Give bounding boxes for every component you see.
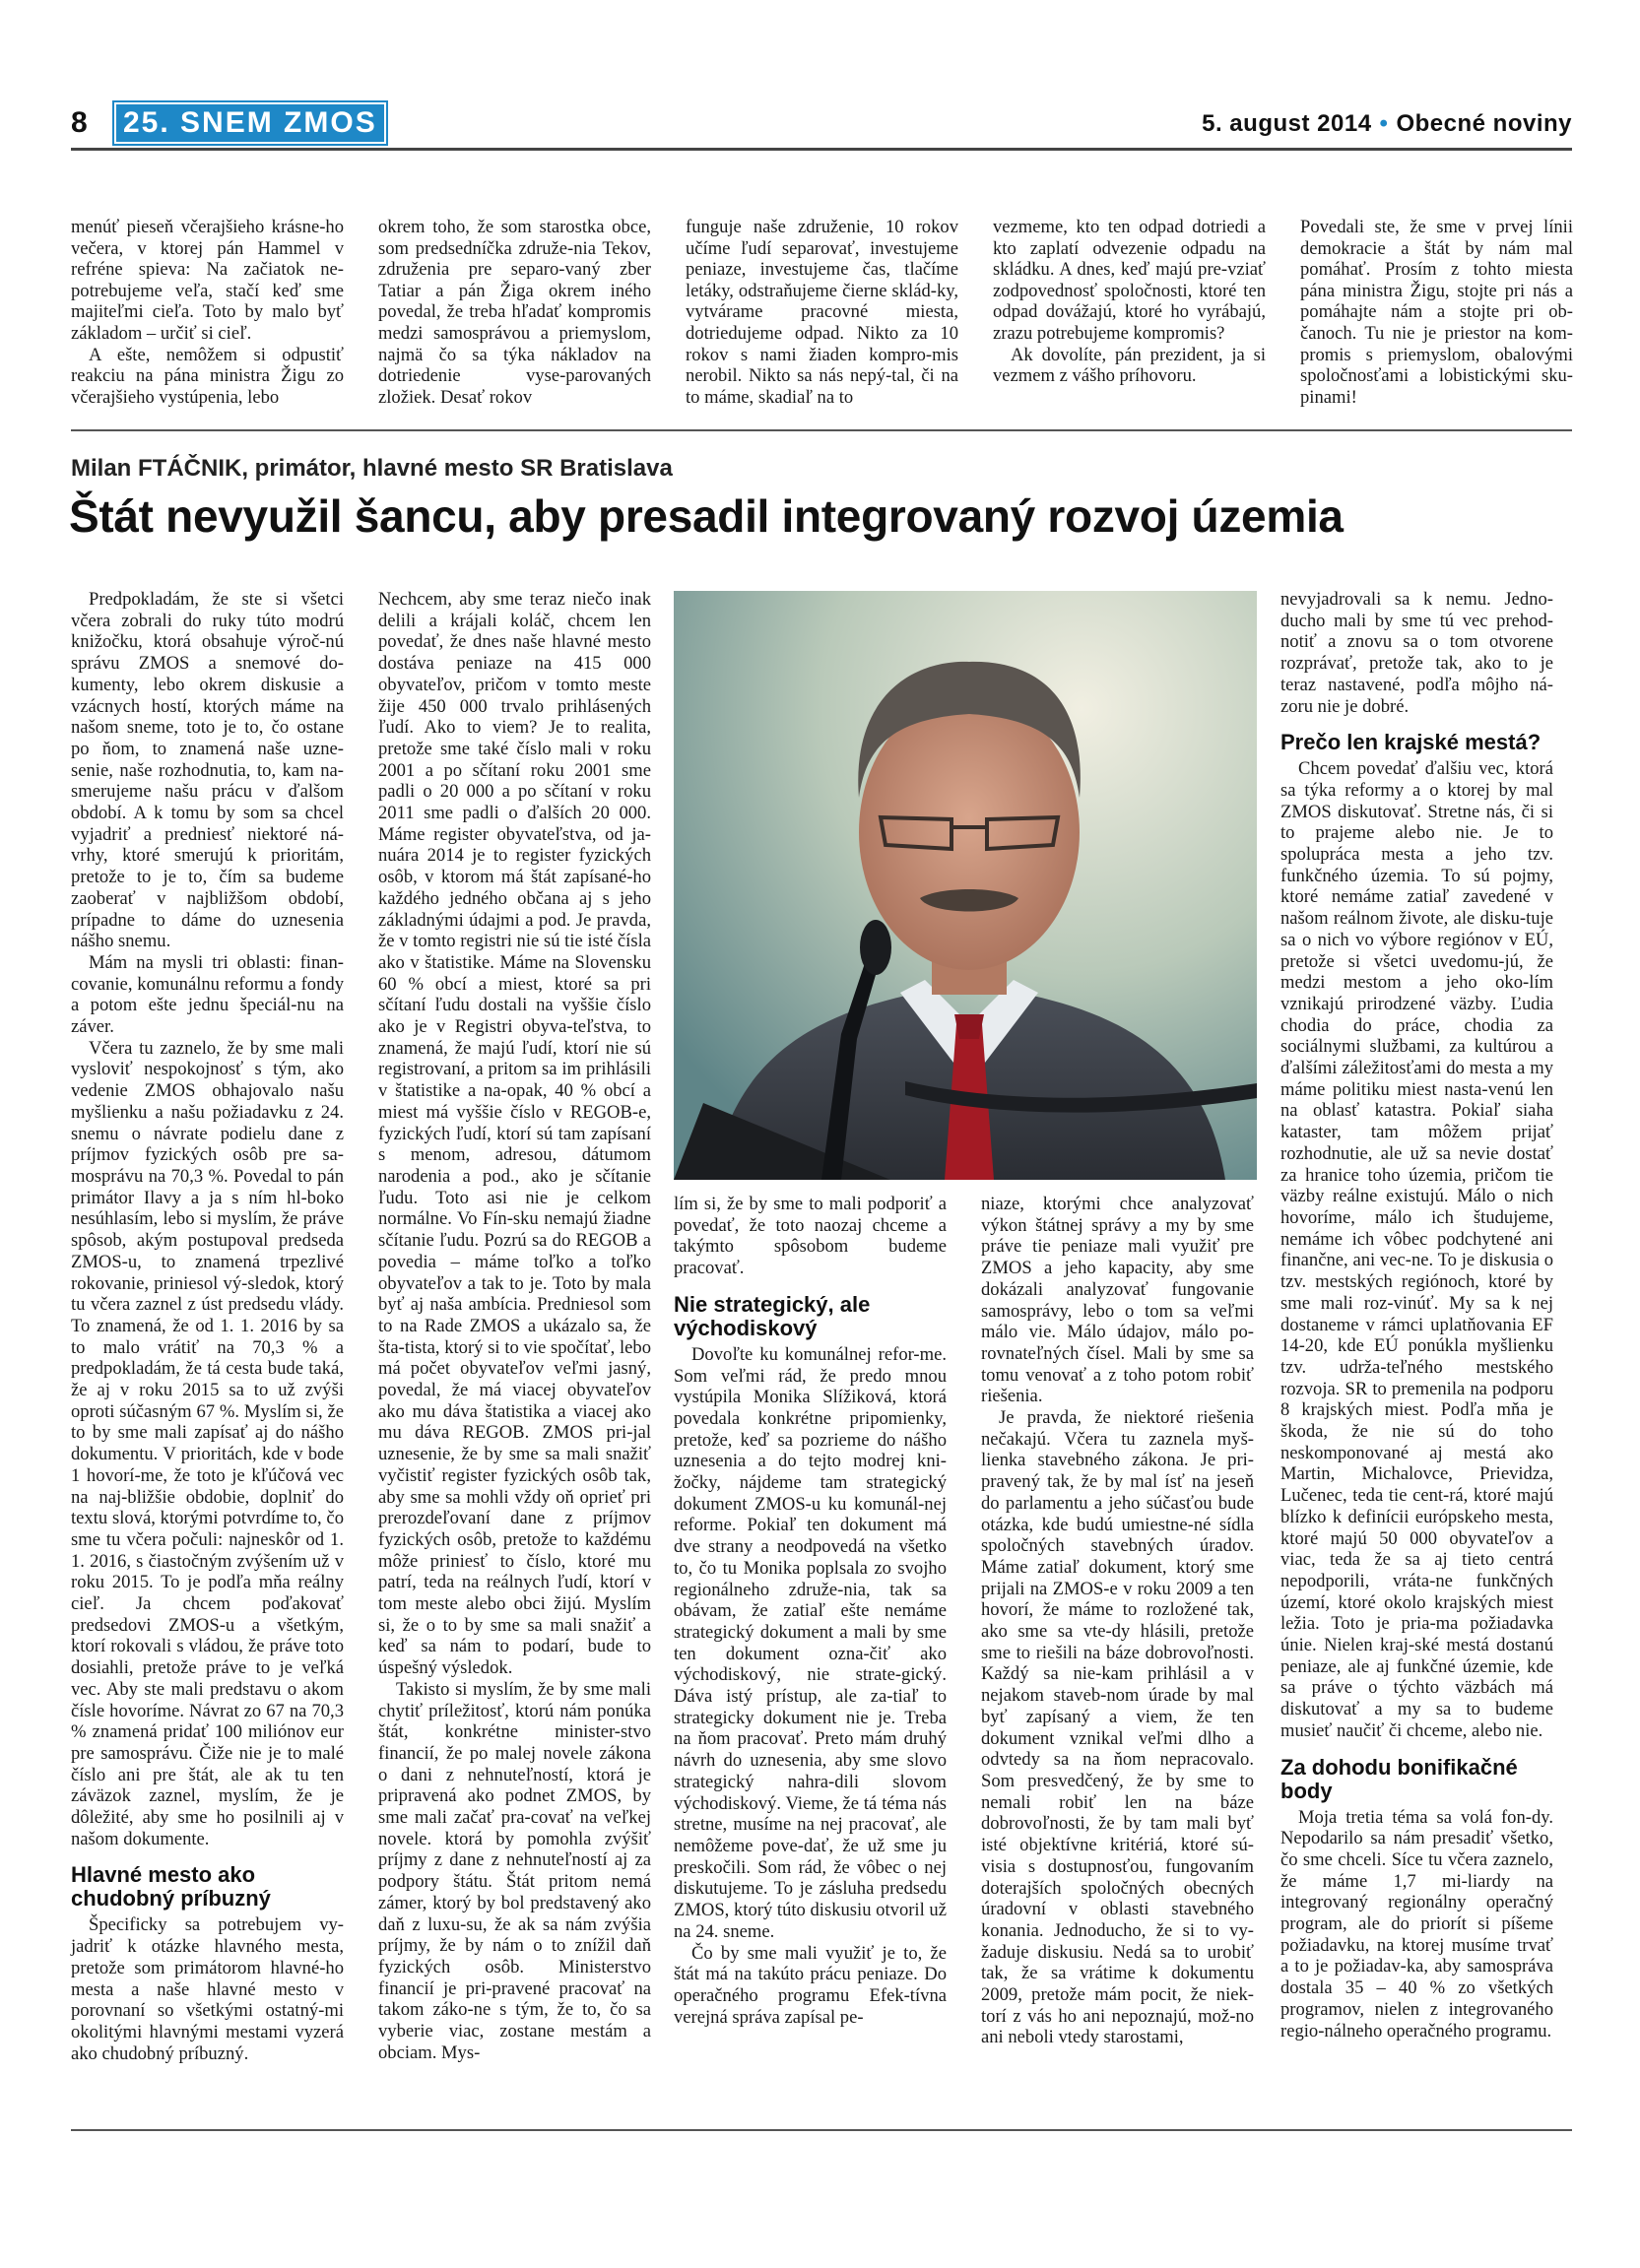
- section-divider: [71, 429, 1572, 431]
- paragraph: Takisto si myslím, že by sme mali chytiť príležitosť, ktorú nám ponúka štát, konkrétne minister-stvo financií, že po malej novele zákona o dani z nehnuteľností, ktorá je pripravená ako podnet ZMOS, by sme mali začať pra-covať na veľkej novele. ktorá by pomohla zvýšiť príjmy z dane z nehnuteľností aj za podpory štátu. Štát pritom nemá zámer, ktorý by bol predstavený ako daň z luxu-su, že ak sa nám zvýšia príjmy, že by nám o to znížil daň fyzických osôb. Ministerstvo financií je pri-pravené pracovať na takom záko-ne s tým, že to, čo sa vyberie viac, zostane mestám a obciam. Mys-: [378, 1678, 651, 2063]
- previous-article-continuation: [71, 217, 1572, 423]
- paragraph: Mám na mysli tri oblasti: finan-covanie, komunálnu reformu a fondy a potom ešte jednu špeciál-nu na záver.: [71, 951, 344, 1038]
- paragraph: nevyjadrovali sa k nemu. Jedno-ducho mali by sme tú vec prehod-notiť a znovu sa o tom otvorene rozprávať, pretože tak, ako to je teraz nastavené, podľa môjho ná-zoru nie je dobré.: [1280, 589, 1553, 717]
- page-number: 8: [71, 106, 88, 139]
- header-rule: [71, 148, 1572, 151]
- paragraph: vezmeme, kto ten odpad dotriedi a kto zaplatí odvezenie odpadu na skládku. A dnes, keď majú pre-vziať zodpovednosť spoločnosti, ktoré ten odpad dovážajú, ktoré ho vyrábajú, zrazu potrebujeme kompromis?: [993, 217, 1266, 344]
- issue-date: 5. august 2014: [1202, 110, 1372, 137]
- top-column-2: [378, 217, 651, 408]
- top-column-4: [993, 217, 1266, 387]
- paragraph: Včera tu zaznelo, že by sme mali vysloviť nespokojnosť s tým, ako vedenie ZMOS obhajovalo našu myšlienku a našu požiadavku z 24. snemu o návrate podielu dane z príjmov fyzických osôb pre sa-mosprávu na 70,3 %. Povedal to pán primátor Ilavy a ja s ním hl-boko nesúhlasím, lebo si myslím, že práve spôsob, akým postupoval predseda ZMOS-u, to znamená trpezlivé rokovanie, priniesol vý-sledok, ktorý tu včera zaznel z úst predsedu vlády. To znamená, že od 1. 1. 2016 by sa to malo vrátiť na 70,3 % a predpokladám, že tá cesta bude taká, že aj v roku 2015 sa to už zvýši oproti súčasným 67 %. Myslím si, že to by sme mali zapísať aj do nášho dokumentu. V prioritách, kde v bode 1 hovorí-me, že toto je kľúčová vec na naj-bližšie obdobie, doplniť do textu slová, ktorými potvrdíme to, čo sme tu včera počuli: najneskôr od 1. 1. 2016, s čiastočným zvýšením už v roku 2015. To je podľa mňa reálny cieľ. Ja chcem poďakovať predsedovi ZMOS-u a všetkým, ktorí rokovali s vládou, že práve toto dosiahli, pretože práve to je veľká vec. Aby ste mali predstavu o akom čísle hovoríme. Návrat zo 67 na 70,3 % znamená pridať 100 miliónov eur pre samosprávu. Čiže nie je to malé číslo ani pre štát, ale ak tu ten záväzok zaznel, myslím, že je dôležité, aby sme ho posilnili aj v našom dokumente.: [71, 1037, 344, 1849]
- top-column-1: [71, 217, 344, 408]
- separator-dot-icon: •: [1379, 110, 1389, 137]
- paragraph: Povedali ste, že sme v prvej línii demokracie a štát by nám mal pomáhať. Prosím z tohto miesta pána ministra Žigu, stojte pri nás a pomáhajte nám a stojte pri ob-čanoch. Tu nie je priestor na kom-promis s priemyslom, obalovými spoločnosťami a lobistickými sku-pinami!: [1300, 217, 1573, 408]
- paragraph: Dovoľte ku komunálnej refor-me. Som veľmi rád, že predo mnou vystúpila Monika Slížiková, ktorá povedala konkrétne pripomienky, pretože, keď sa pozrieme do nášho uznesenia a do tejto modrej kni-žočky, nájdeme tam strategický dokument ZMOS-u ku komunál-nej reforme. Pokiaľ ten dokument má dve strany a neodpovedá na všetko to, čo tu Monika poplsala zo svojho regionálneho združe-nia, tak sa obávam, že zatiaľ ešte nemáme strategický dokument a mali by sme ten dokument ozna-čiť ako východiskový, nie strate-gický. Dáva istý prístup, ale za-tiaľ to strategicky dokument nie je. Treba na ňom pracovať. Preto mám druhý návrh do uznesenia, aby sme slovo strategický nahra-dili slovom východiskový. Vieme, že tá téma nás stretne, musíme na nej pracovať, ale nemôžeme pove-dať, že už sme ju preskočili. Som rád, že vôbec o nej diskutujeme. To je zásluha predsedu ZMOS, ktorý túto diskusiu otvoril už na 24. sneme.: [674, 1343, 947, 1942]
- subheading: Za dohodu bonifikačné body: [1280, 1754, 1518, 1803]
- paragraph: menúť pieseň včerajšieho krásne-ho večera, v ktorej pán Hammel v refréne spieva: Na začiatok ne-potrebujeme veľa, stačí keď sme majiteľmi cieľa. Toto by malo byť základom – určiť si cieľ.: [71, 217, 344, 344]
- page-header: [71, 100, 1572, 144]
- article-column-5: [1280, 589, 1553, 2041]
- paragraph: funguje naše združenie, 10 rokov učíme ľudí separovať, investujeme peniaze, investujeme čas, tlačíme letáky, odstraňujeme čierne sklád-ky, vytvárame pracovné miesta, dotriedujeme odpad. Nikto za 10 rokov s nami žiaden kompro-mis nerobil. Nikto sa nás nepý-tal, či na to máme, skadiaľ na to: [686, 217, 958, 408]
- subheading: Hlavné mesto ako chudobný príbuzný: [71, 1862, 271, 1912]
- paragraph: Špecificky sa potrebujem vy-jadriť k otázke hlavného mesta, pretože som primátorom hlavné-ho mesta a naše hlavné mesto v porovnaní so všetkými ostatný-mi okolitými hlavnými mestami vyzerá ako chudobný príbuzný.: [71, 1914, 344, 2064]
- paragraph: lím si, že by sme to mali podporiť a povedať, že toto naozaj chceme a takýmto spôsobom budeme pracovať.: [674, 1194, 947, 1279]
- paragraph: Predpokladám, že ste si všetci včera zobrali do ruky túto modrú knižočku, ktorá obsahuje výroč-nú správu ZMOS a snemové do-kumenty, lebo okrem diskusie a vzácnych hostí, ktorých máme na našom sneme, toto je to, čo ostane po ňom, to znamená naše uzne-senie, naše rozhodnutia, to, kam na-smerujeme našu prácu v ďalšom období. A k tomu by som sa chcel vyjadriť a predniesť niektoré ná-vrhy, ktoré smerujú k prioritám, pretože to je to, čím sa budeme zaoberať v najbližšom období, prípadne to dáme do uznesenia nášho snemu.: [71, 589, 344, 952]
- portrait-photo: [674, 591, 1257, 1180]
- article-byline: Milan FTÁČNIK, primátor, hlavné mesto SR Bratislava: [71, 455, 673, 482]
- issue-info: [1202, 110, 1572, 138]
- article-column-1: [71, 589, 344, 2064]
- subheading: Nie strategický, ale východiskový: [674, 1291, 871, 1340]
- portrait-illustration: [674, 591, 1257, 1180]
- article-headline: Štát nevyužil šancu, aby presadil integrovaný rozvoj územia: [69, 490, 1344, 542]
- top-column-3: [686, 217, 958, 408]
- paragraph: Moja tretia téma sa volá fon-dy. Nepodarilo sa nám presadiť všetko, čo sme chceli. Síce tu včera zaznelo, že máme 1,7 mi-liardy na integrovaný regionálny operačný program, ale do priorít si píšeme požiadavku, na ktorej musíme trvať a to je požiadav-ka, aby samospráva dostala 35 – 40 % zo všetkých programov, nielen z integrovaného regio-nálneho operačného programu.: [1280, 1806, 1553, 2041]
- article-column-4: [981, 1194, 1254, 2048]
- publication-name: Obecné noviny: [1396, 110, 1572, 137]
- paragraph: Nechcem, aby sme teraz niečo inak delili a krájali koláč, chcem len povedať, že dnes naše hlavné mesto dostáva peniaze na 415 000 obyvateľov, pričom v tomto meste žije 450 000 trvalo prihlásených ľudí. Ako to viem? Je to realita, pretože sme také číslo mali v roku 2001 a po sčítaní roku 2001 sme padli o 20 000 a po sčítaní v roku 2011 sme padli o ďalších 20 000. Máme register obyvateľstva, od ja-nuára 2014 je to register fyzických osôb, v ktorom má štát zapísané-ho každého jedného občana aj s jeho základnými údajmi a pod. Je pravda, že v tomto registri nie sú tie isté čísla ako v štatistike. Máme na Slovensku 60 % obcí a miest, ktoré sa pri sčítaní ľudu dostali na vyššie číslo ako je v Registri obyva-teľstva, to znamená, že majú ľudí, ktorí nie sú registrovaní, a pritom sa im prihlásili v štatistike a na-opak, 40 % obcí a miest má vyššie číslo v REGOB-e, fyzických ľudí, ktorí sú tam zapísaní s menom, adresou, dátumom narodenia a pod., ako je sčítanie ľudu. Toto asi nie je celkom normálne. Vo Fín-sku nemajú žiadne sčítanie ľudu. Pozrú sa do REGOB a povedia – máme toľko a toľko obyvateľov a tak to je. Toto by mala byť aj naša ambícia. Predniesol som to na Rade ZMOS a ukázalo sa, že šta-tista, ktorý si to vie spočítať, lebo má počet obyvateľov veľmi jasný, povedal, že má viacej obyvateľov ako mu dáva štatistika a viacej ako mu dáva REGOB. ZMOS pri-jal uznesenie, že by sme sa mali snažiť vyčistiť register fyzických osôb tak, aby sme sa mohli vždy oň oprieť pri prerozdeľovaní dane z príjmov fyzických osôb, pretože to každému môže priniesť to číslo, ktoré mu patrí, teda na reálnych ľudí, ktorí v tom meste alebo obci žijú. Myslím si, že o to by sme sa mali snažiť a keď sa nám to podarí, bude to úspešný výsledok.: [378, 589, 651, 1679]
- paragraph: okrem toho, že som starostka obce, som predsedníčka združe-nia Tekov, združenia pre separo-vaný zber Tatiar a pán Žiga okrem iného povedal, že treba hľadať kompromis medzi samosprávou a priemyslom, najmä čo sa týka nákladov na dotriedenie vyse-parovaných zložiek. Desať rokov: [378, 217, 651, 408]
- top-column-5: [1300, 217, 1573, 408]
- subheading: Prečo len krajské mestá?: [1280, 730, 1542, 755]
- article-column-2: [378, 589, 651, 2064]
- paragraph: niaze, ktorými chce analyzovať výkon štátnej správy a my by sme práve tie peniaze mali využiť pre ZMOS a jeho kapacity, aby sme dokázali analyzovať fungovanie samosprávy, lebo o tom sa veľmi málo vie. Málo údajov, málo po-rovnateľných čísel. Mali by sme sa tomu venovať a z toho potom robiť riešenia.: [981, 1194, 1254, 1407]
- footer-rule: [71, 2129, 1572, 2131]
- paragraph: Chcem povedať ďalšiu vec, ktorá sa týka reformy a o ktorej by mal ZMOS diskutovať. Stretne nás, či si to prajeme alebo nie. Je to spolupráca mesta a jeho tzv. funkčného územia. To sú pojmy, ktoré nemáme zatiaľ zavedené v našom reálnom živote, ale disku-tuje sa o nich vo výbore regiónov v EÚ, pretože si všetci uvedomu-jú, že medzi mestom a jeho oko-lím vznikajú prirodzené väzby. Ľudia chodia do práce, chodia za sociálnymi službami, za kultúrou a ďalšími záležitosťami do mesta a my máme politiku miest nasta-venú len na oblasť katastra. Pokiaľ siaha kataster, tam môžem prijať rozhodnutie, ale už sa nevie dostať za hranice toho územia, pričom tie väzby reálne existujú. Málo o nich hovoríme, málo ich študujeme, nemáme ich vôbec podchytené ani finančne, ani vec-ne. To je diskusia o tzv. mestských regiónoch, ktoré by sme mali roz-vinúť. My sa k nej dostaneme v rámci uplatňovania EF 14-20, kde EÚ ponúkla myšlienku tzv. udrža-teľného mestského rozvoja. SR to premenila na podporu 8 krajských miest. Podľa mňa je škoda, že nie sú do toho neskomponované aj mestá ako Martin, Michalovce, Prievidza, Lučenec, teda tie cent-rá, ktoré majú blízko k definícii európskeho mesta, ktoré majú 50 000 obyvateľov a viac, teda že sa aj tieto centrá nepodporili, vráta-ne funkčných území, ktoré okolo krajských miest ležia. Toto je pria-ma požiadavka únie. Nielen kraj-ské mestá dostanú peniaze, ale aj funkčné územie, kde sa práve o týchto väzbách má diskutovať a my sa to budeme musieť naučiť či chceme, alebo nie.: [1280, 758, 1553, 1741]
- article-column-3: [674, 1194, 947, 2028]
- paragraph: A ešte, nemôžem si odpustiť reakciu na pána ministra Žigu zo včerajšieho vystúpenia, lebo: [71, 344, 344, 408]
- paragraph: Je pravda, že niektoré riešenia nečakajú. Včera tu zaznela myš-lienka stavebného zákona. Je pri-pravený tak, že by mal ísť na jeseň do parlamentu a jeho súčasťou bude otázka, kde budú umiestne-né sídla spoločných stavebných úradov. Máme zatiaľ dokument, ktorý sme prijali na ZMOS-e v roku 2009 a ten hovorí, že máme to rozložené tak, ako sme sa vte-dy hlásili, pretože sme to riešili na báze dobrovoľnosti. Každý sa nie-kam prihlásil a v nejakom staveb-nom úrade by mal byť zapísaný a viem, že ten dokument vznikal veľmi dlho a odvtedy sa na ňom nepracovalo. Som presvedčený, že by sme to nemali robiť len na báze dobrovoľnosti, že by tam mali byť isté objektívne kritériá, ktoré sú-visia s dostupnosťou, fungovaním doterajších spoločných obecných úradovní v oblasti stavebného konania. Jednoducho, že si to vy-žaduje diskusiu. Nedá sa to urobiť tak, že sa vrátime k dokumentu 2009, pretože mám pocit, že niek-torí z vás ho ani nepoznajú, mož-no ani neboli vtedy starostami,: [981, 1407, 1254, 2048]
- paragraph: Čo by sme mali využiť je to, že štát má na takúto prácu peniaze. Do operačného programu Efek-tívna verejná správa zapísal pe-: [674, 1942, 947, 2028]
- section-tag: 25. SNEM ZMOS: [116, 104, 384, 142]
- paragraph: Ak dovolíte, pán prezident, ja si vezmem z vášho príhovoru.: [993, 344, 1266, 387]
